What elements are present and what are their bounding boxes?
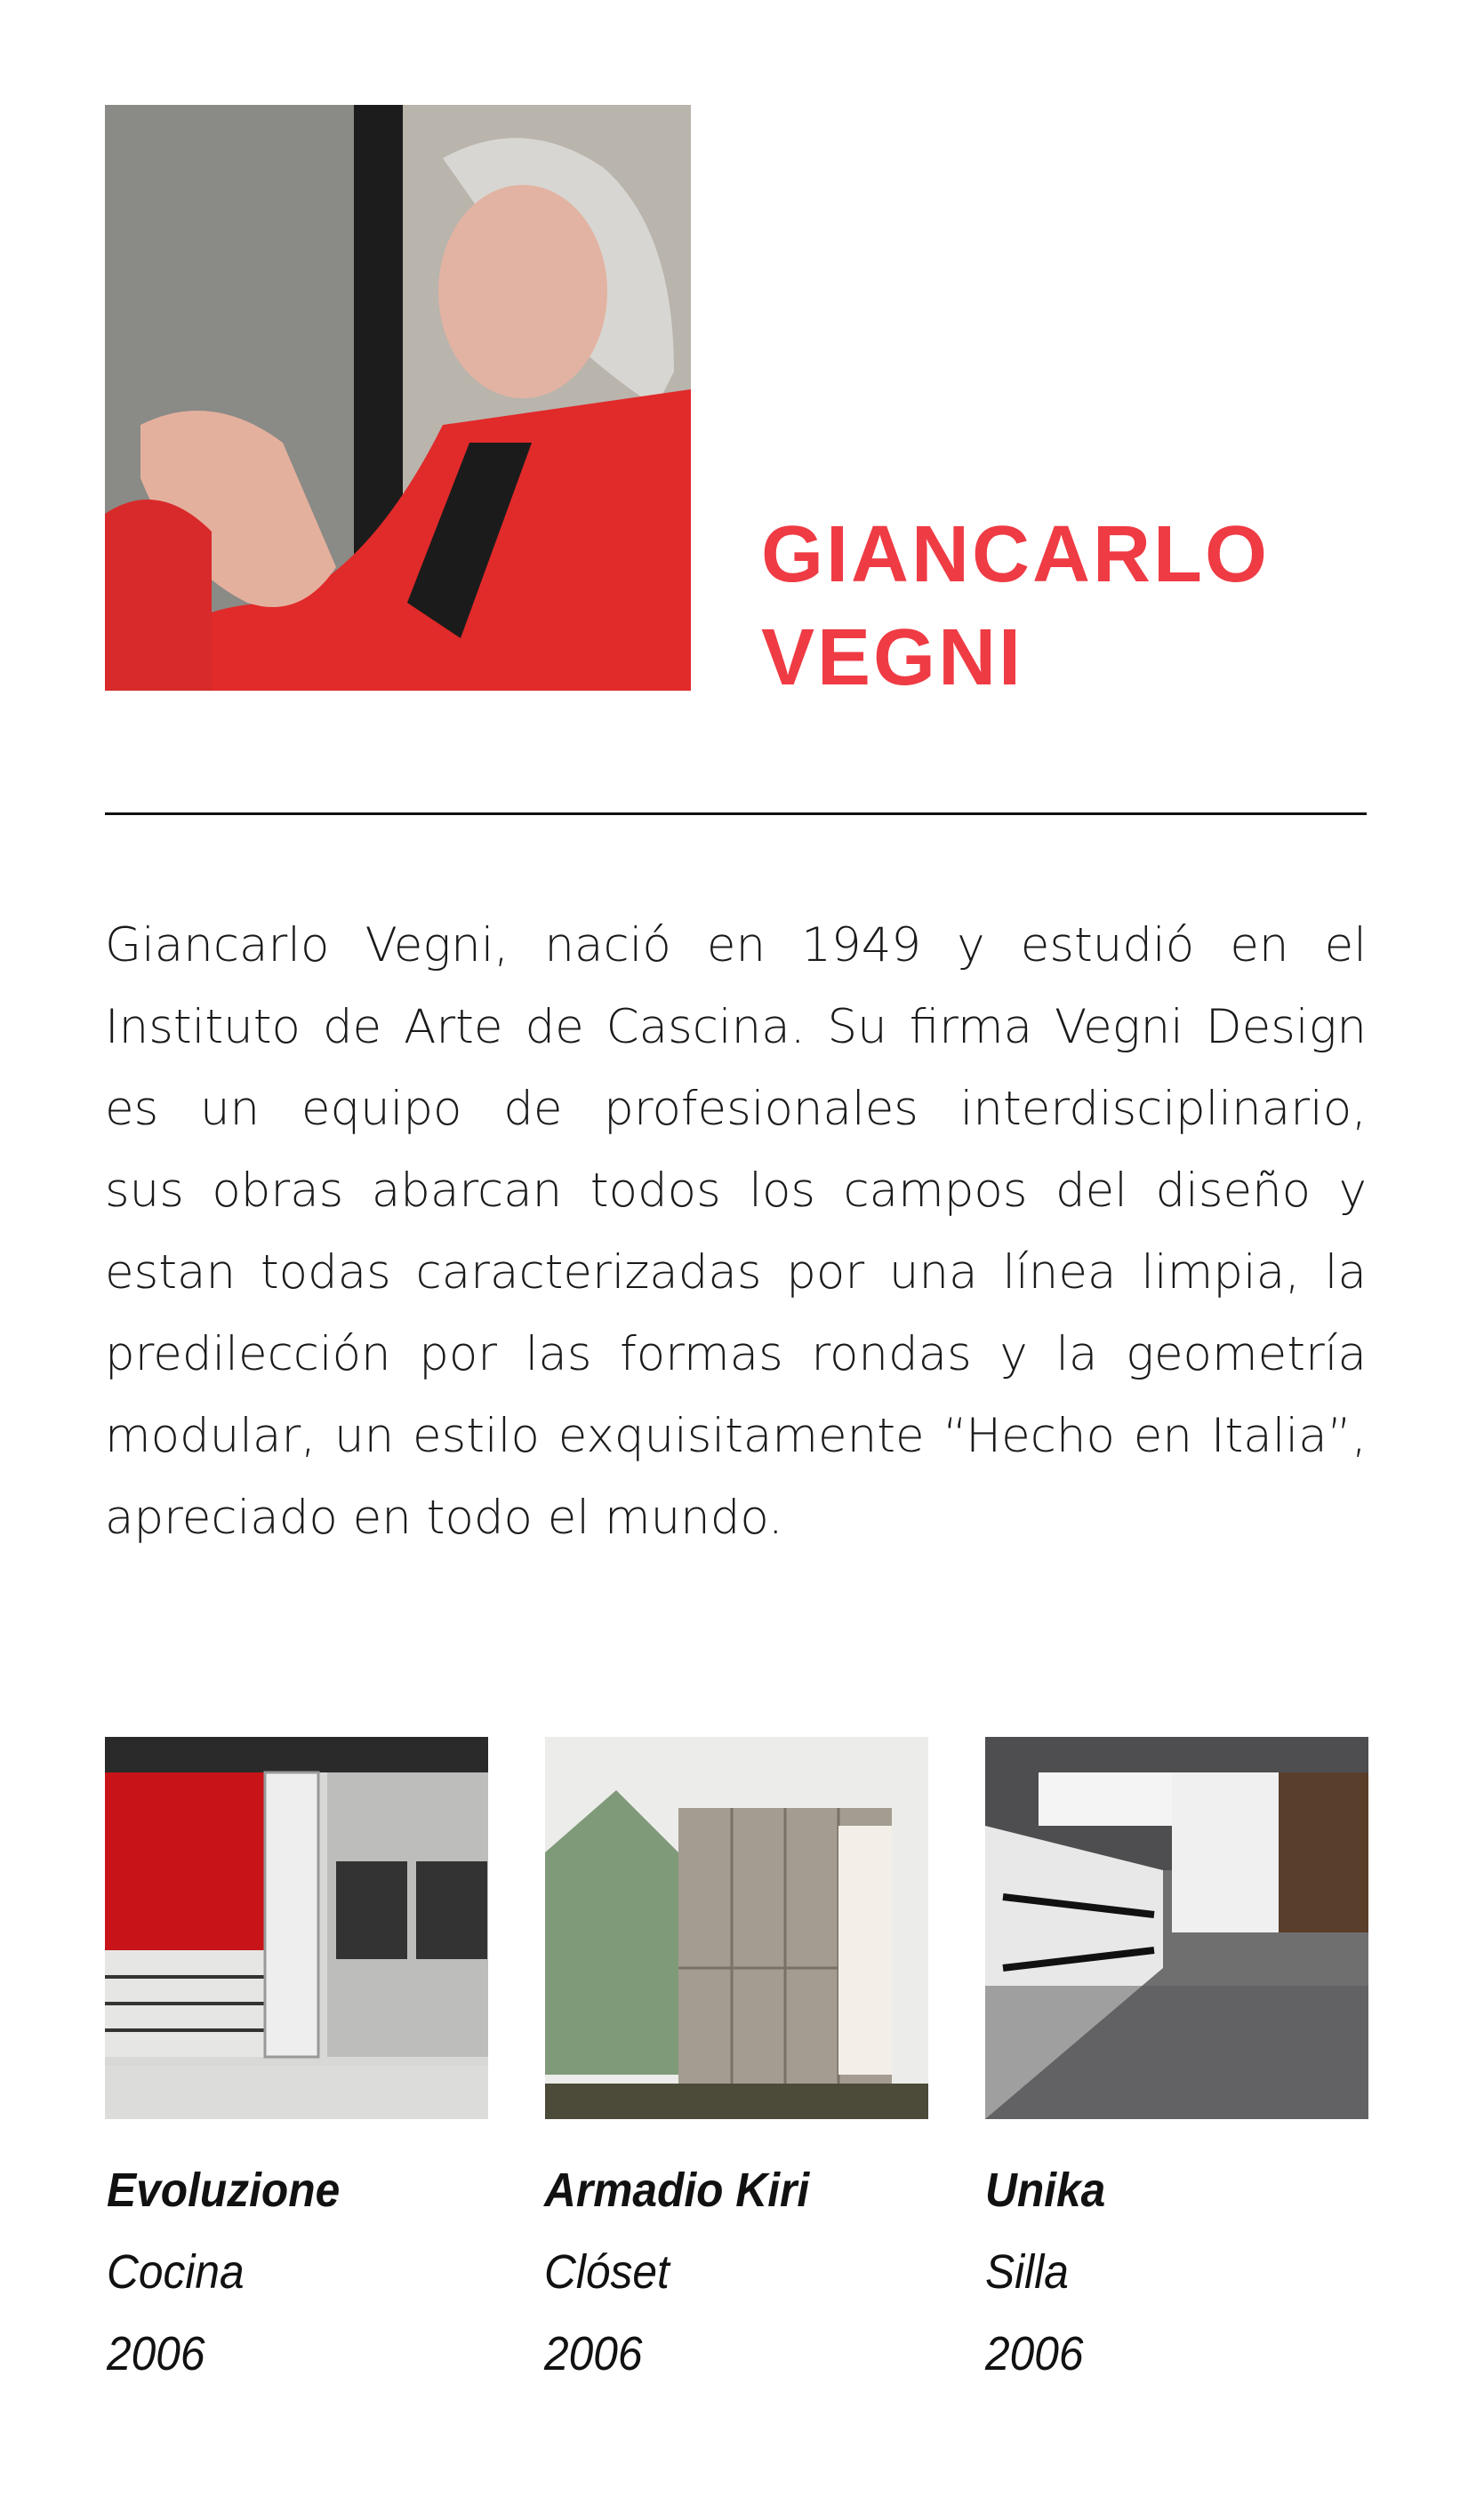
work-image-unika [985,1737,1368,2119]
work-type: Cocina [107,2245,245,2299]
bio-line: estan todas caracterizadas por una línea limpia, la [105,1245,1367,1300]
bio-line: modular, un estilo exquisitamente “Hecho en Italia”, [105,1409,1367,1463]
bio-line: sus obras abarcan todos los campos del diseño y [105,1164,1367,1218]
work-caption-evoluzione [107,2149,340,2395]
work-year: 2006 [985,2327,1084,2380]
work-year: 2006 [544,2327,643,2380]
work-year: 2006 [107,2327,205,2380]
work-name: Unika [985,2164,1106,2217]
designer-name-heading [761,503,1270,709]
work-image-evoluzione [105,1737,488,2119]
designer-first-name: GIANCARLO [761,510,1270,599]
bio-line: Instituto de Arte de Cascina. Su firma Vegni Design [105,1000,1367,1054]
work-caption-unika [985,2149,1105,2395]
work-name: Evoluzione [107,2164,341,2217]
work-image-armadio-kiri [545,1737,928,2119]
designer-last-name: VEGNI [761,613,1024,702]
designer-portrait-photo [105,105,691,691]
work-caption-armadio-kiri [544,2149,809,2395]
section-divider [105,812,1367,815]
bio-line: predilección por las formas rondas y la geometría [105,1327,1367,1381]
work-name: Armadio Kiri [544,2164,810,2217]
work-type: Clóset [544,2245,670,2299]
designer-biography [105,905,1367,1559]
bio-line: Giancarlo Vegni, nació en 1949 y estudió en el [105,918,1367,972]
bio-line: es un equipo de profesionales interdisciplinario, [105,1082,1367,1136]
bio-line: apreciado en todo el mundo. [105,1491,783,1545]
work-type: Silla [985,2245,1069,2299]
